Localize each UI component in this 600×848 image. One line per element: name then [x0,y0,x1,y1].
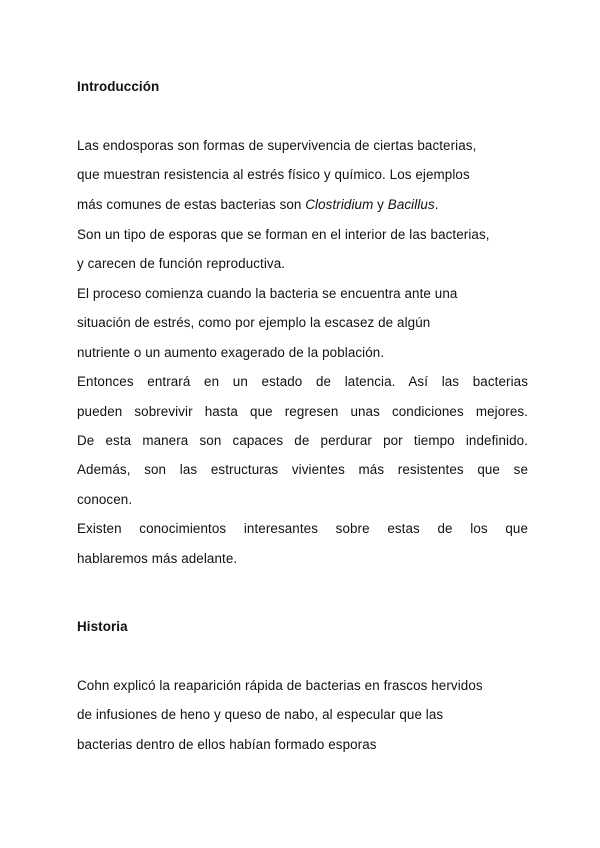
intro-line-3-post: . [434,197,439,212]
history-line-1: Cohn explicó la reaparición rápida de bacterias en frascos hervidos [77,678,483,693]
intro-line-9: Entonces entrará en un estado de latencia. Así las bacterias [77,374,528,389]
intro-line-11: De esta manera son capaces de perdurar por tiempo indefinido. [77,433,528,448]
intro-line-1: Las endosporas son formas de supervivencia de ciertas bacterias, [77,138,477,153]
intro-heading: Introducción [77,79,160,94]
intro-line-8: nutriente o un aumento exagerado de la población. [77,345,385,360]
genus-clostridium: Clostridium [305,197,374,212]
intro-line-3-pre: más comunes de estas bacterias son [77,197,306,212]
history-heading: Historia [77,619,128,634]
intro-line-6: El proceso comienza cuando la bacteria se encuentra ante una [77,286,458,301]
intro-line-5: y carecen de función reproductiva. [77,256,286,271]
intro-line-10: pueden sobrevivir hasta que regresen unas condiciones mejores. [77,404,528,419]
history-line-3: bacterias dentro de ellos habían formado esporas [77,737,377,752]
intro-line-14: Existen conocimientos interesantes sobre estas de los que [77,521,528,536]
intro-line-13: conocen. [77,492,133,507]
history-line-2: de infusiones de heno y queso de nabo, al especular que las [77,707,444,722]
intro-line-7: situación de estrés, como por ejemplo la escasez de algún [77,315,431,330]
intro-line-3 [77,197,439,213]
intro-line-4: Son un tipo de esporas que se forman en el interior de las bacterias, [77,227,490,242]
intro-line-12: Además, son las estructuras vivientes más resistentes que se [77,462,528,477]
intro-line-15: hablaremos más adelante. [77,551,238,566]
intro-line-2: que muestran resistencia al estrés físico y químico. Los ejemplos [77,167,470,182]
intro-line-3-mid: y [373,197,388,212]
genus-bacillus: Bacillus [387,197,435,212]
